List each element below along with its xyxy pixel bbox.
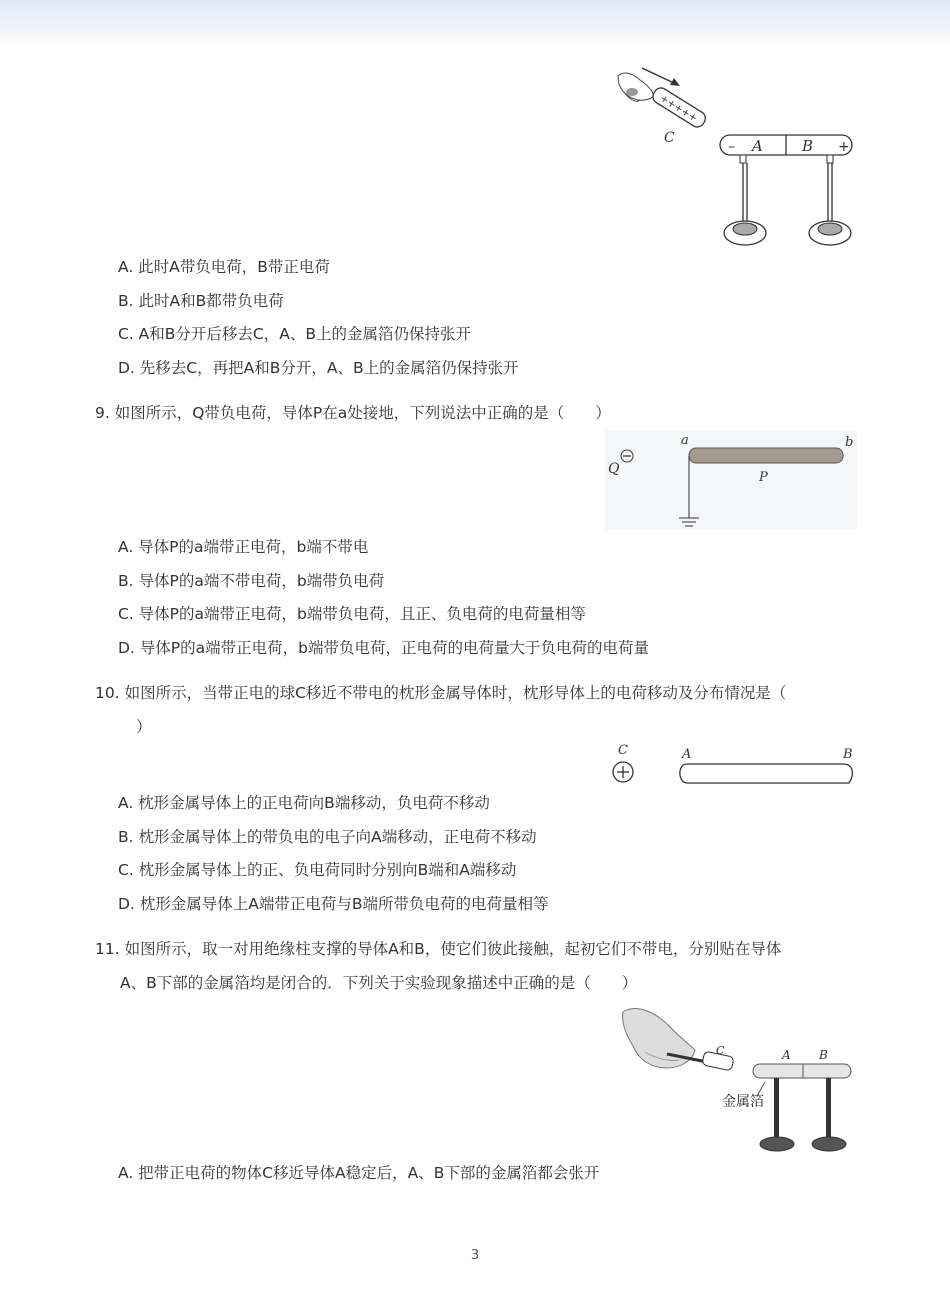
q8-option-b[interactable]: B. 此时A和B都带负电荷 [118, 292, 284, 310]
q10-stem-line1: 10. 如图所示，当带正电的球C移近不带电的枕形金属导体时，枕形导体上的电荷移动及分布情况是（ [95, 684, 787, 702]
q10-label-b: B [843, 747, 853, 762]
q9-label-q: Q [608, 461, 620, 477]
svg-text:+++++: +++++ [657, 92, 700, 125]
q9-label-a: a [681, 433, 689, 448]
q8-option-d[interactable]: D. 先移去C，再把A和B分开，A、B上的金属箔仍保持张开 [118, 359, 519, 377]
q8-label-plus: + [838, 139, 850, 155]
q10-option-b[interactable]: B. 枕形金属导体上的带负电的电子向A端移动，正电荷不移动 [118, 828, 537, 846]
q9-label-p: P [759, 470, 768, 485]
q11-label-a: A [782, 1048, 791, 1062]
q11-label-c: C [716, 1044, 725, 1057]
q9-figure [605, 430, 857, 530]
q11-label-foil: 金属箔 [722, 1094, 764, 1110]
q10-stem-line2: ） [136, 718, 152, 736]
q8-label-c: C [664, 130, 675, 146]
q11-stem-line2: A、B下部的金属箔均是闭合的．下列关于实验现象描述中正确的是（ ） [120, 974, 638, 992]
q10-option-c[interactable]: C. 枕形金属导体上的正、负电荷同时分别向B端和A端移动 [118, 861, 517, 879]
q11-stem-line1: 11. 如图所示，取一对用绝缘柱支撑的导体A和B，使它们彼此接触，起初它们不带电，分别贴在导体 [95, 940, 782, 958]
q8-option-c[interactable]: C. A和B分开后移去C，A、B上的金属箔仍保持张开 [118, 325, 471, 343]
q9-option-d[interactable]: D. 导体P的a端带正电荷，b端带负电荷，正电荷的电荷量大于负电荷的电荷量 [118, 639, 649, 657]
q10-label-a: A [682, 747, 692, 762]
q11-option-a[interactable]: A. 把带正电荷的物体C移近导体A稳定后，A、B下部的金属箔都会张开 [118, 1164, 600, 1182]
page-number: 3 [470, 1248, 480, 1263]
q9-option-a[interactable]: A. 导体P的a端带正电荷，b端不带电 [118, 538, 369, 556]
q8-figure [610, 62, 860, 252]
q11-figure [615, 1002, 860, 1157]
q9-stem: 9. 如图所示，Q带负电荷，导体P在a处接地，下列说法中正确的是（ ） [95, 404, 611, 422]
q11-label-b: B [819, 1048, 828, 1062]
q9-label-b: b [845, 435, 854, 450]
q8-option-a[interactable]: A. 此时A带负电荷，B带正电荷 [118, 258, 330, 276]
q10-figure [605, 740, 857, 790]
q8-label-a: A [752, 137, 763, 155]
q9-option-b[interactable]: B. 导体P的a端不带电荷，b端带负电荷 [118, 572, 385, 590]
header-band [0, 0, 950, 46]
q9-option-c[interactable]: C. 导体P的a端带正电荷，b端带负电荷，且正、负电荷的电荷量相等 [118, 605, 586, 623]
q8-label-minus: – [728, 139, 735, 155]
q10-option-d[interactable]: D. 枕形金属导体上A端带正电荷与B端所带负电荷的电荷量相等 [118, 895, 549, 913]
q10-option-a[interactable]: A. 枕形金属导体上的正电荷向B端移动，负电荷不移动 [118, 794, 490, 812]
q8-label-b: B [802, 137, 814, 155]
q10-label-c: C [618, 743, 628, 758]
